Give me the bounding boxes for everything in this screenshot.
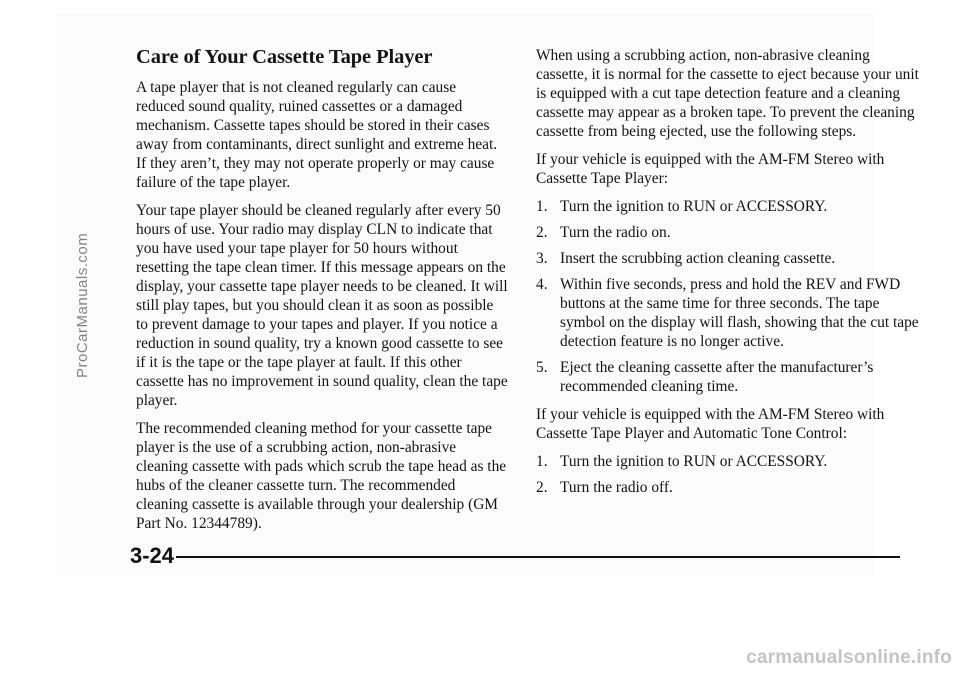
list-item: 4. Within five seconds, press and hold the REV and FWD buttons at the same time for three seconds. The tape symbol on the display will flash, showing that the cut tape detection feature is no longer active.	[536, 276, 919, 350]
list-item: 1. Turn the ignition to RUN or ACCESSORY.	[536, 453, 828, 470]
paragraph-cleaning-interval: Your tape player should be cleaned regularly after every 50 hours of use. Your radio may display CLN to indicate that you have used your tape player for 50 hours without resetting the tape clean timer. If this message appears on the display, your cassette tape player needs to be cleaned. It will still play tapes, but you should clean it as soon as possible to prevent damage to your tapes and player. If you notice a reduction in sound quality, try a known good cassette to see if it is the tape or the tape player at fault. If this other cassette has no improvement in sound quality, clean the tape player.	[136, 202, 508, 409]
left-column	[136, 44, 508, 542]
section1-lead: If your vehicle is equipped with the AM-FM Stereo with Cassette Tape Player:	[536, 151, 885, 187]
steps-list-2	[536, 452, 920, 497]
steps-list-1	[536, 197, 920, 396]
paragraph-eject-note: When using a scrubbing action, non-abrasive cleaning cassette, it is normal for the cassette to eject because your unit is equipped with a cut tape detection feature and a cleaning cassette may appear as a broken tape. To prevent the cleaning cassette from being ejected, use the following steps.	[536, 47, 919, 140]
paragraph-cleaning-method: The recommended cleaning method for your cassette tape player is the use of a scrubbing action, non-abrasive cleaning cassette with pads which scrub the tape head as the hubs of the cleaner cassette turn. The recommended cleaning cassette is available through your dealership (GM Part No. 12344789).	[136, 420, 507, 532]
footer-rule	[176, 556, 900, 558]
section-heading: Care of Your Cassette Tape Player	[136, 46, 433, 68]
section2-lead: If your vehicle is equipped with the AM-FM Stereo with Cassette Tape Player and Automatic Tone Control:	[536, 406, 885, 442]
manual-page	[56, 14, 919, 576]
site-watermark: carmanualsonline.info	[746, 647, 952, 668]
right-column	[536, 46, 920, 506]
page-footer	[130, 541, 900, 571]
list-item: 3. Insert the scrubbing action cleaning cassette.	[536, 250, 836, 267]
paragraph-intro: A tape player that is not cleaned regularly can cause reduced sound quality, ruined cassettes or a damaged mechanism. Cassette tapes should be stored in their cases away from contaminants, direct sunlight and extreme heat. If they aren’t, they may not operate properly or may cause failure of the tape player.	[136, 79, 498, 191]
watermark-text: ProCarManuals.com	[74, 232, 91, 378]
list-item: 2. Turn the radio off.	[536, 479, 673, 496]
list-item: 2. Turn the radio on.	[536, 224, 671, 241]
list-item: 1. Turn the ignition to RUN or ACCESSORY.	[536, 198, 828, 215]
page-number: 3-24	[130, 543, 175, 568]
list-item: 5. Eject the cleaning cassette after the manufacturer’s recommended cleaning time.	[536, 359, 874, 395]
